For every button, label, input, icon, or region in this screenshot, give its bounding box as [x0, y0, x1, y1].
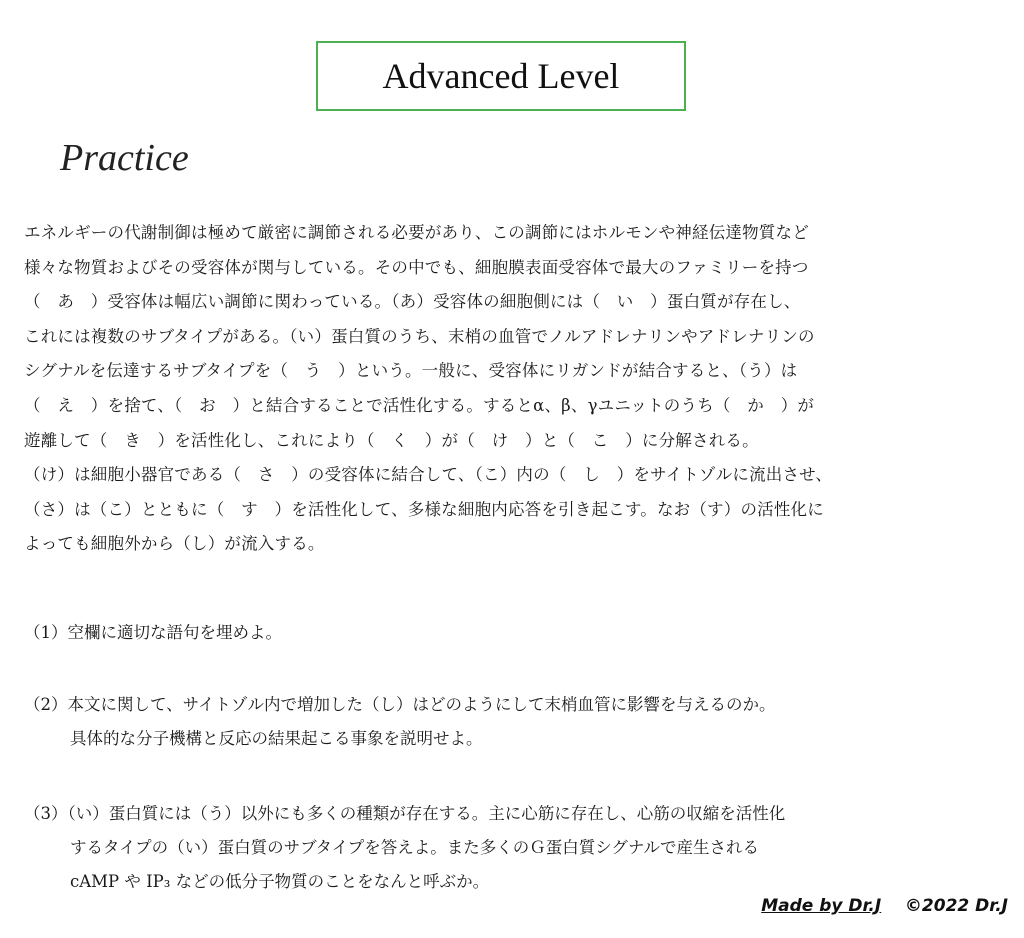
footer-credit — [761, 896, 1008, 916]
passage-line: （ あ ）受容体は幅広い調節に関わっている。（あ）受容体の細胞側には（ い ）蛋白質が存在し、 — [24, 292, 801, 312]
passage-line: （さ）は（こ）とともに（ す ）を活性化して、多様な細胞内応答を引き起こす。なお（す）の活性化に — [24, 499, 824, 519]
question-3 — [24, 797, 1014, 899]
question-1 — [24, 616, 1014, 650]
passage-line: エネルギーの代謝制御は極めて厳密に調節される必要があり、この調節にはホルモンや神経伝達物質など — [24, 223, 809, 242]
copyright-text: ©2022 Dr.J — [904, 896, 1008, 916]
question-line: するタイプの（い）蛋白質のサブタイプを答えよ。また多くのＧ蛋白質シグナルで産生される — [70, 838, 760, 857]
passage-line: これには複数のサブタイプがある。（い）蛋白質のうち、末梢の血管でノルアドレナリンやアドレナリンの — [24, 326, 815, 346]
question-line: （2）本文に関して、サイトゾル内で増加した（し）はどのようにして末梢血管に影響を与えるのか。 — [24, 695, 776, 714]
question-2 — [24, 688, 1014, 756]
made-by-text: Made by Dr.J — [761, 896, 882, 916]
passage-line: よっても細胞外から（し）が流入する。 — [24, 534, 325, 554]
question-line: cAMP や IP₃ などの低分子物質のことをなんと呼ぶか。 — [70, 872, 490, 891]
passage-line: （け）は細胞小器官である（ さ ）の受容体に結合して、（こ）内の（ し ）をサイトゾルに流出させ、 — [24, 465, 833, 485]
question-line: （1）空欄に適切な語句を埋めよ。 — [24, 623, 282, 642]
section-heading: Practice — [60, 137, 189, 179]
passage-line: シグナルを伝達するサブタイプを（ う ）という。一般に、受容体にリガンドが結合すると、（う）は — [24, 361, 798, 381]
passage-line: （ え ）を捨て、（ お ）と結合することで活性化する。するとα、β、γユニットのうち（ か ）が — [24, 395, 815, 415]
title-box — [316, 41, 686, 111]
question-line: （3）（い）蛋白質には（う）以外にも多くの種類が存在する。主に心筋に存在し、心筋の収縮を活性化 — [24, 804, 786, 823]
passage-line: 様々な物質およびその受容体が関与している。その中でも、細胞膜表面受容体で最大のファミリーを持つ — [24, 257, 809, 277]
passage-line: 遊離して（ き ）を活性化し、これにより（ く ）が（ け ）と（ こ ）に分解される。 — [24, 430, 759, 450]
passage-text — [24, 216, 1014, 562]
page-title: Advanced Level — [382, 56, 620, 96]
question-line: 具体的な分子機構と反応の結果起こる事象を説明せよ。 — [70, 729, 483, 748]
